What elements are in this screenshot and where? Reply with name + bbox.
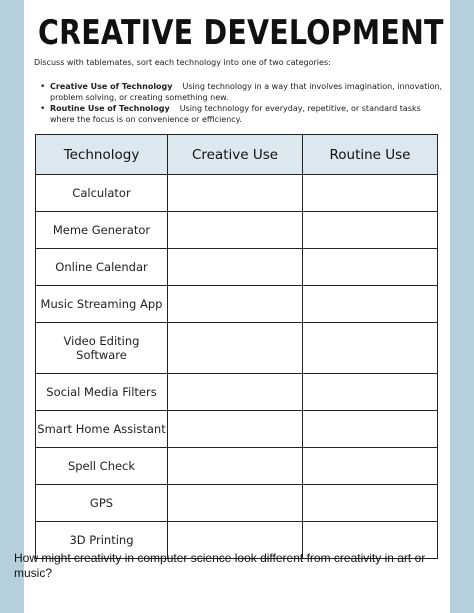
definition-term: Creative Use of Technology [50,82,173,91]
table-row [36,323,438,374]
technology-name: Online Calendar [36,249,168,286]
creative-use-cell[interactable] [168,212,303,249]
technology-name: 3D Printing [36,522,168,559]
definition-list [40,82,444,126]
header-creative-use: Creative Use [168,135,303,175]
routine-use-cell[interactable] [303,286,438,323]
table-row [36,249,438,286]
technology-name: Calculator [36,175,168,212]
creative-use-cell[interactable] [168,249,303,286]
table-row [36,286,438,323]
table-row [36,485,438,522]
technology-name: Smart Home Assistant [36,411,168,448]
technology-name: Music Streaming App [36,286,168,323]
worksheet-page [24,0,450,613]
routine-use-cell[interactable] [303,411,438,448]
sorting-table [35,134,438,559]
creative-use-cell[interactable] [168,411,303,448]
definition-term: Routine Use of Technology [50,104,170,113]
routine-use-cell[interactable] [303,374,438,411]
technology-name: Video Editing Software [36,323,168,374]
routine-use-cell[interactable] [303,448,438,485]
instructions: Discuss with tablemates, sort each technology into one of two categories: [34,58,331,67]
routine-use-cell[interactable] [303,175,438,212]
technology-name: GPS [36,485,168,522]
creative-use-cell[interactable] [168,374,303,411]
technology-name: Meme Generator [36,212,168,249]
routine-use-cell[interactable] [303,212,438,249]
creative-use-cell[interactable] [168,448,303,485]
definition-creative [40,82,444,103]
header-technology: Technology [36,135,168,175]
table-row [36,374,438,411]
routine-use-cell[interactable] [303,323,438,374]
table-row [36,212,438,249]
creative-use-cell[interactable] [168,323,303,374]
table-row [36,175,438,212]
definition-text: Using technology in a way that involves imagination, innovation, problem solving, or creating something new. [50,82,443,102]
definition-text: Using technology for everyday, repetitive, or standard tasks where the focus is on convenience or efficiency. [50,104,421,124]
routine-use-cell[interactable] [303,485,438,522]
creative-use-cell[interactable] [168,175,303,212]
creative-use-cell[interactable] [168,485,303,522]
creative-use-cell[interactable] [168,286,303,323]
technology-name: Spell Check [36,448,168,485]
reflection-question: How might creativity in computer science look different from creativity in art or music? [14,551,426,580]
page-title: CREATIVE DEVELOPMENT [38,13,444,53]
definition-routine [40,104,444,125]
technology-name: Social Media Filters [36,374,168,411]
table-row [36,411,438,448]
routine-use-cell[interactable] [303,249,438,286]
table-row [36,448,438,485]
table-header-row [36,135,438,175]
header-routine-use: Routine Use [303,135,438,175]
